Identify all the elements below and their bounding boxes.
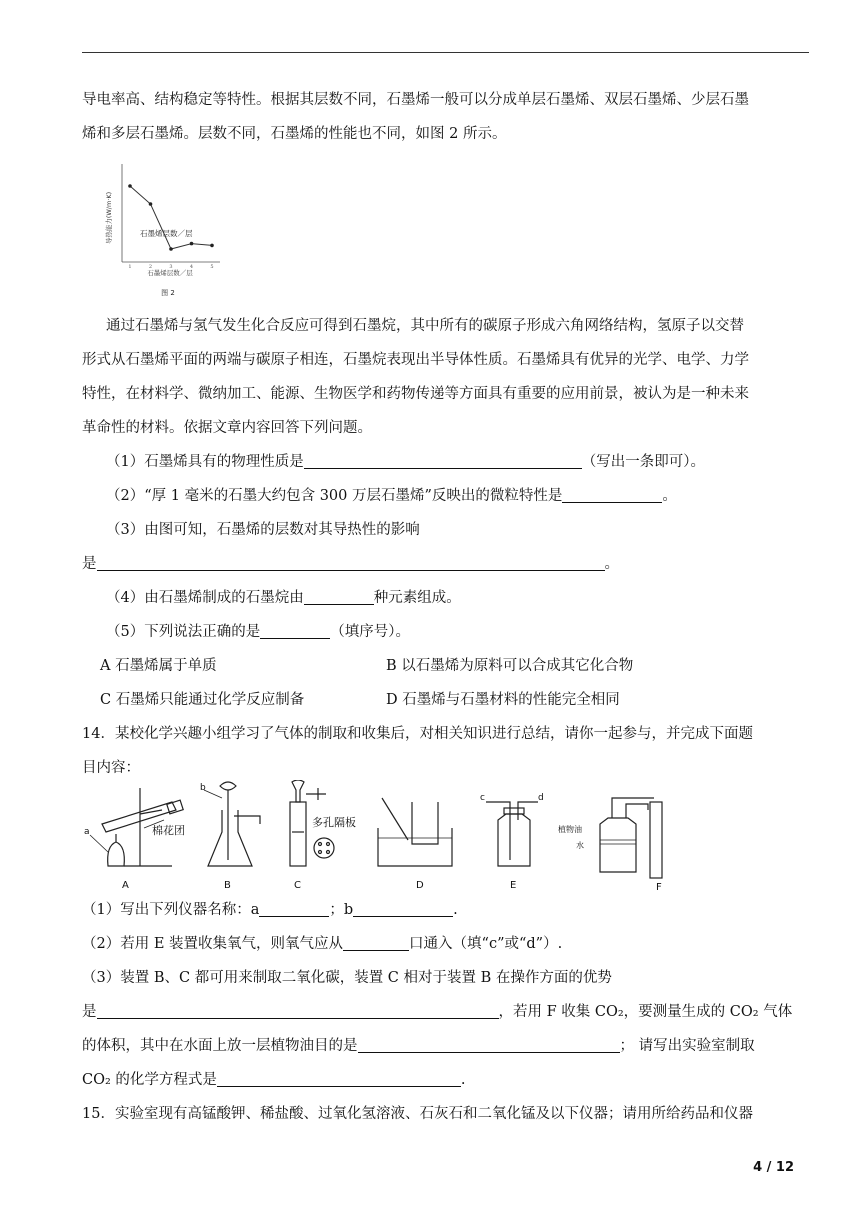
q14-3-line-3-text: 的体积，其中在水面上放一层植物油目的是 — [82, 1038, 358, 1054]
x-tick-label: 5 — [210, 264, 214, 270]
q15-stem-line-1: 15．实验室现有高锰酸钾、稀盐酸、过氧化氢溶液、石灰石和二氧化锰及以下仪器；请用所给药品和仪器 — [82, 1106, 753, 1122]
label-C: C — [294, 880, 301, 891]
delivery-tube-d — [382, 798, 408, 840]
header-rule — [82, 52, 809, 53]
intro-line-2: 烯和多层石墨烯。层数不同，石墨烯的性能也不同，如图 2 所示。 — [82, 126, 507, 142]
q14-3-line-2-text: ，若用 F 收集 CO₂，要测量生成的 CO₂ 气体 — [498, 1004, 793, 1020]
water-trough — [378, 828, 452, 866]
x-tick-label: 2 — [148, 264, 153, 270]
x-tick-label: 4 — [189, 264, 194, 270]
answer-blank[interactable] — [343, 934, 409, 951]
q14-2 — [82, 934, 812, 954]
label-plate: 多孔隔板 — [312, 816, 356, 829]
q13-2-end: 。 — [662, 488, 677, 504]
q13-3-prefix: 是 — [82, 556, 97, 572]
y-axis-label: 导热能力(W/m·K) — [105, 191, 113, 245]
inner-chart-label: 石墨烯层数／层 — [140, 229, 193, 238]
q14-3-line-3 — [82, 1036, 812, 1056]
q14-3-prefix: 是 — [82, 1004, 97, 1020]
q13-4 — [106, 588, 836, 608]
q14-3-line-4 — [82, 1070, 812, 1090]
answer-blank[interactable] — [259, 900, 329, 917]
conical-flask — [208, 810, 252, 866]
q13-1-text: （1）石墨烯具有的物理性质是 — [106, 454, 304, 470]
label-F: F — [656, 882, 662, 892]
q14-3-line-2 — [82, 1002, 812, 1022]
label-oil: 植物油 — [558, 825, 582, 834]
measuring-cylinder — [650, 802, 662, 878]
label-cotton: 棉花团 — [152, 824, 185, 837]
data-point-5 — [210, 244, 214, 248]
gas-bottle-f — [600, 818, 636, 872]
answer-blank[interactable] — [358, 1036, 620, 1053]
intro-line-1: 导电率高、结构稳定等特性。根据其层数不同，石墨烯一般可以分成单层石墨烯、双层石墨烯、少层石墨 — [82, 92, 749, 108]
label-A: A — [122, 880, 129, 891]
q14-stem-line-2: 目内容： — [82, 760, 140, 776]
q14-2-end: 口通入（填“c”或“d”）. — [409, 936, 563, 952]
q14-2-text: （2）若用 E 装置收集氧气，则氧气应从 — [82, 936, 344, 952]
reaction-tube — [290, 802, 306, 866]
x-axis-label: 石墨烯层数／层 — [147, 269, 193, 277]
q13-3-line-2 — [82, 554, 812, 574]
apparatus-figure — [82, 780, 692, 892]
q13-3-end: 。 — [604, 556, 619, 572]
apparatus-b — [204, 782, 260, 866]
data-point-1 — [128, 184, 132, 188]
data-point-3 — [169, 247, 173, 251]
q13-5-end: （填序号）。 — [330, 624, 410, 640]
answer-blank[interactable] — [562, 486, 662, 503]
label-c: c — [480, 793, 485, 803]
q13-5 — [106, 622, 836, 642]
answer-blank[interactable] — [304, 452, 582, 469]
apparatus-d — [378, 798, 452, 866]
q14-1-text: （1）写出下列仪器名称：a — [82, 902, 260, 918]
q14-1-end: . — [453, 902, 458, 918]
x-tick-label: 3 — [169, 264, 173, 270]
q14-3-line-4-text: CO₂ 的化学方程式是 — [82, 1072, 217, 1088]
q14-3-line-4-end: . — [460, 1072, 466, 1088]
q13-1 — [106, 452, 836, 472]
para2-line-3: 特性，在材料学、微纳加工、能源、生物医学和药物传递等方面具有重要的应用前景，被认为是一种未来 — [82, 386, 749, 402]
label-E: E — [510, 880, 517, 891]
gas-bottle-e — [498, 814, 530, 866]
answer-blank[interactable] — [353, 900, 453, 917]
q13-4-text: （4）由石墨烯制成的石墨烷由 — [106, 590, 304, 606]
label-B: B — [224, 880, 231, 891]
q13-1-hint: （写出一条即可）。 — [581, 454, 705, 470]
q13-3-line-1: （3）由图可知，石墨烯的层数对其导热性的影响 — [106, 522, 420, 538]
alcohol-lamp — [108, 842, 125, 866]
apparatus-e — [486, 802, 538, 866]
option-c: C 石墨烯只能通过化学反应制备 — [100, 692, 305, 708]
tube-d — [518, 802, 538, 820]
para2-line-4: 革命性的材料。依据文章内容回答下列问题。 — [82, 420, 372, 436]
figure-2-chart — [100, 158, 228, 298]
data-point-4 — [190, 242, 194, 246]
answer-blank[interactable] — [97, 554, 605, 571]
q14-stem-line-1: 14．某校化学兴趣小组学习了气体的制取和收集后，对相关知识进行总结，请你一起参与，并完成下面题 — [82, 726, 753, 742]
q14-3-line-3-end: ； 请写出实验室制取 — [619, 1038, 755, 1054]
option-a: A 石墨烯属于单质 — [100, 658, 217, 674]
apparatus-f — [600, 798, 662, 878]
funnel-c — [292, 780, 304, 802]
page-number: 4 / 12 — [753, 1160, 794, 1175]
q13-5-text: （5）下列说法正确的是 — [106, 624, 261, 640]
plate-detail — [314, 838, 334, 858]
label-a: a — [84, 827, 90, 837]
label-D: D — [416, 880, 424, 891]
answer-blank[interactable] — [304, 588, 374, 605]
label-water: 水 — [576, 841, 584, 850]
series-line — [130, 186, 212, 249]
para2-line-2: 形式从石墨烯平面的两端与碳原子相连，石墨烷表现出半导体性质。石墨烯具有优异的光学、电学、力学 — [82, 352, 749, 368]
q13-2 — [106, 486, 836, 506]
option-d: D 石墨烯与石墨材料的性能完全相同 — [386, 692, 620, 708]
option-b: B 以石墨烯为原料可以合成其它化合物 — [386, 658, 634, 674]
data-point-2 — [149, 202, 153, 206]
q14-1-mid: ；b — [329, 902, 354, 918]
answer-blank[interactable] — [97, 1002, 499, 1019]
q13-4-end: 种元素组成。 — [373, 590, 461, 606]
para2-line-1: 通过石墨烯与氢气发生化合反应可得到石墨烷，其中所有的碳原子形成六角网络结构，氢原子以交替 — [106, 318, 744, 334]
q13-2-text: （2）“厚 1 毫米的石墨大约包含 300 万层石墨烯”反映出的微粒特性是 — [106, 488, 563, 504]
x-tick-label: 1 — [128, 264, 132, 270]
answer-blank[interactable] — [260, 622, 330, 639]
label-b: b — [200, 783, 206, 793]
label-d: d — [538, 793, 544, 803]
answer-blank[interactable] — [217, 1070, 461, 1087]
figure-caption: 图 2 — [161, 289, 175, 297]
q14-1 — [82, 900, 812, 920]
q14-3-line-1: （3）装置 B、C 都可用来制取二氧化碳，装置 C 相对于装置 B 在操作方面的优势 — [82, 970, 612, 986]
